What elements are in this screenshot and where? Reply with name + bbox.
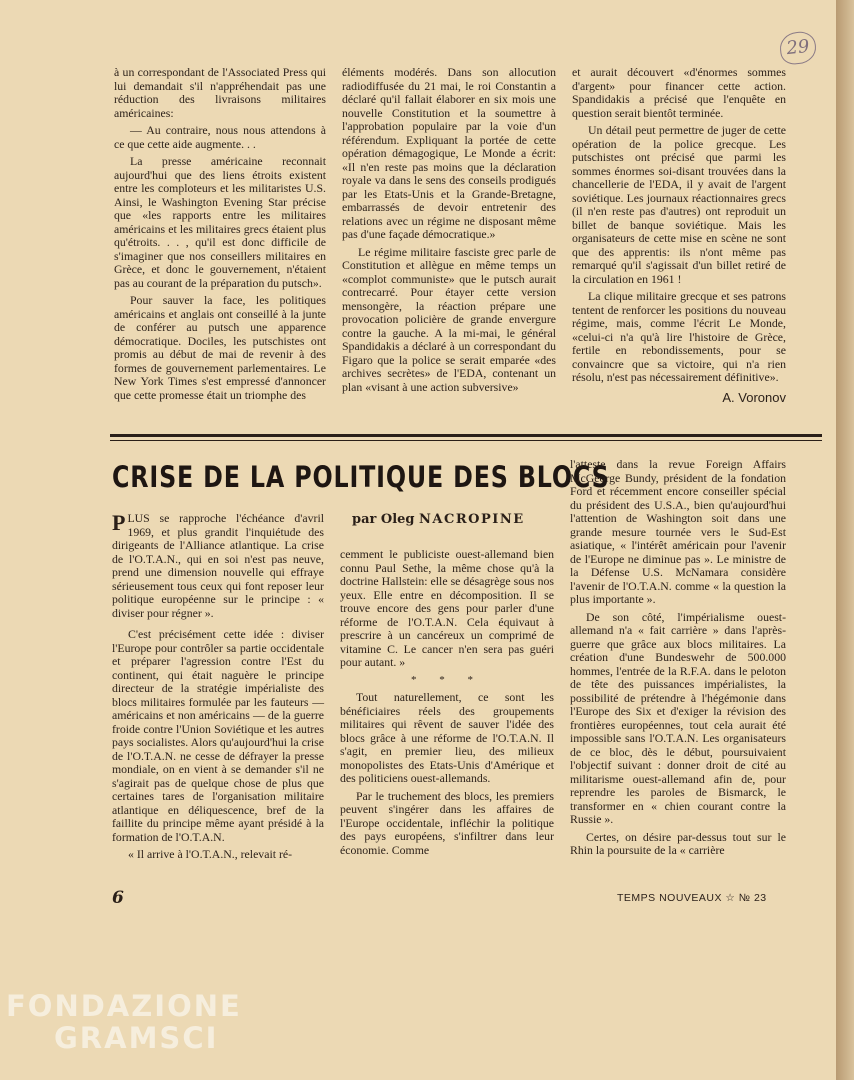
paragraph: Pour sauver la face, les politiques américains et anglais ont conseillé à la junte de conférer au putsch une apparence démocratique. Dociles, les putschistes ont promis au début de mai de revenir à des formes de gouvernement parlementaires. Le New York Times s'est empressé d'annoncer que cette promesse était un triomphe des: [114, 293, 326, 402]
watermark: [6, 990, 242, 1054]
paragraph: éléments modérés. Dans son allocution radiodiffusée du 21 mai, le roi Constantin a déclaré qu'il fallait élaborer en six mois une nouvelle Constitution et la soumettre à l'approbation populaire par la voie d'un référendum. Expliquant la portée de cette opération démagogique, Le Monde a écrit: «Il n'en reste pas moins que la déclaration royale va dans le sens des conseils prodigués par les Etats-Unis et la Grande-Bretagne, embarrassés de devoir entretenir des relations avec un régime ne disposant même pas d'une façade démocratique.»: [342, 65, 556, 241]
paragraph: Par le truchement des blocs, les premiers peuvent s'ingérer dans les affaires de l'Europe occidentale, infléchir la politique des pays européens, s'infiltrer dans leur économie. Comme: [340, 788, 554, 857]
paragraph: l'atteste dans la revue Foreign Affairs McGeorge Bundy, président de la fondation Ford et récemment encore conseiller spécial du président des U.S.A., bien qu'aujourd'hui l'attention de Washington soit dans une grande mesure tournée vers le Sud-Est asiatique, « l'intérêt américain pour l'avenir de l'Europe ne diminue pas ». Le ministre de la Défense U.S. McNamara considère l'avenir de l'O.T.A.N. comme « la question la plus importante ».: [570, 457, 786, 606]
footer-page-number: 6: [112, 888, 124, 908]
paragraph: Certes, on désire par-dessus tout sur le Rhin la poursuite de la « carrière: [570, 829, 786, 857]
handwritten-page-number: 29: [778, 30, 817, 66]
byline-author: NACROPINE: [419, 512, 525, 527]
drop-cap: P: [112, 510, 126, 535]
paragraph: La presse américaine reconnait aujourd'hui que des liens étroits existent entre les comploteurs et les militaristes U.S. Ainsi, le Washington Evening Star précise que «les rapports entre les militaires américains et les militaires grecs étaient plus qu'étroits. . . , qu'il est donc difficile de s'imaginer que nos conseillers militaires en Grèce, et donc le gouvernement, n'étaient pas au courant de la préparation du putsch».: [114, 154, 326, 290]
section-divider: [110, 434, 822, 437]
top-column-2: [342, 66, 556, 398]
paragraph: La clique militaire grecque et ses patrons tentent de renforcer les positions du nouveau régime, mais, comme l'écrit Le Monde, «celui-ci n'a qu'à lire l'histoire de Grèce, fertile en rebondissements, pour se convaincre que sa victoire, qui n'a rien résolu, n'est pas nécessairement définitive».: [572, 289, 786, 384]
article-column-2: [340, 548, 554, 861]
article-byline: [352, 512, 572, 527]
paragraph: Tout naturellement, ce sont les bénéficiaires réels des groupements militaires qui rêvent de sauver l'idée des blocs grâce à une réforme de l'O.T.A.N. Il s'agit, en premier lieu, des milieux monopolistes des Etats-Unis d'Amérique et des politiciens ouest-allemands.: [340, 690, 554, 785]
paragraph: — Au contraire, nous nous attendons à ce que cette aide augmente. . .: [114, 123, 326, 151]
paragraph: « Il arrive à l'O.T.A.N., relevait ré-: [128, 847, 293, 861]
paragraph: C'est précisément cette idée : diviser l'Europe pour contrôler sa partie occidentale et préparer l'agression contre l'Est du continent, qui était naguère le principe directeur de la stratégie impérialiste des blocs militaires formulée par les fauteurs — américains et non américains — de la guerre froide contre l'Union Soviétique et les autres pays socialistes. Alors qu'aujourd'hui la crise de l'O.T.A.N. ne cesse de défrayer la presse mondiale, on en vient à se demander s'il ne s'agirait pas de quelque chose de plus que certaines tares de l'organisation militaire atlantique en déliquescence, bref de la faillite du principe même ayant présidé à la formation de l'O.T.A.N.: [112, 627, 324, 844]
paragraph: cemment le publiciste ouest-allemand bien connu Paul Sethe, la même chose qu'à la doctrine Hallstein: elle se désagrège sous nos yeux. Elle entre en décomposition. Il se trouve encore des gens pour parler d'une réforme de l'O.T.A.N. Cela équivaut à prescrire à un cancéreux un comprimé de vitamine C. Le cancer n'en sera pas guéri pour autant. »: [340, 547, 554, 669]
paragraph: Un détail peut permettre de juger de cette opération de la police grecque. Les putschistes ont précisé que parmi les sommes énormes soi-disant trouvées dans la chancellerie de l'EDA, il y avait de l'argent soviétique. Les journaux réactionnaires grecs (il n'en reste pas d'autres) ont reproduit un billet de banque soviétique. Mais les organisateurs de cette mise en scène ne sont que des apprentis: ils n'ont même pas remarqué qu'il s'agissait d'un billet retiré de la circulation en 1961 !: [572, 123, 786, 286]
footer-magazine-name: TEMPS NOUVEAUX ☆ № 23: [617, 892, 767, 904]
article-column-3: [570, 458, 786, 862]
article-column-1: [112, 512, 324, 866]
watermark-line: GRAMSCI: [54, 1021, 219, 1055]
author-signature: A. Voronov: [722, 389, 786, 405]
paragraph: et aurait découvert «d'énormes sommes d'argent» pour financer cette action. Spandidakis a précisé que l'enquête en question serait bientôt terminée.: [572, 65, 786, 120]
paragraph: à un correspondant de l'Associated Press qui lui demandait s'il n'appréhendait pas une réduction des livraisons militaires américaines:: [114, 65, 326, 120]
article-headline: CRISE DE LA POLITIQUE DES BLOCS: [112, 460, 610, 494]
section-separator: * * *: [411, 673, 483, 686]
section-divider-thin: [110, 440, 822, 441]
lead-paragraph: [112, 512, 324, 620]
watermark-line: FONDAZIONE: [6, 989, 242, 1023]
byline-prefix: par Oleg: [352, 512, 415, 527]
page-edge: [836, 0, 854, 1080]
paragraph: De son côté, l'impérialisme ouest-allemand n'a « fait carrière » dans l'après-guerre que grâce aux blocs militaires. La création d'une Bundeswehr de 500.000 hommes, l'entrée de la R.F.A. dans le peloton de tête des puissances impérialistes, la possibilité de prétendre à l'hégémonie dans l'Europe des Six et d'exiger la révision des frontières européennes, tout cela aurait été impossible sans l'O.T.A.N. Les organisateurs de ce bloc, dès le début, poursuivaient l'objectif suivant : donner droit de cité au militarisme ouest-allemand afin de, pour reprendre les paroles de Bismarck, le transformer en « chien courant contre la Russie ».: [570, 609, 786, 826]
top-column-1: [114, 66, 326, 406]
paragraph: Le régime militaire fasciste grec parle de Constitution et allègue en même temps un «complot communiste» que le putsch aurait contrecarré. Pour étayer cette version mensongère, la réaction prépare une provocation policière de grande envergure contre la gauche. A la mi-mai, le général Spandidakis a déclaré à un correspondant du Figaro que la police se serait emparée «des archives secrètes» de l'EDA, contenant un plan «visant à une action subversive»: [342, 244, 556, 394]
top-column-3: [572, 66, 786, 408]
lead-text: LUS se rapproche l'échéance d'avril 1969, et plus grandit l'inquiétude des dirigeants de l'Alliance atlantique. La crise de l'O.T.A.N., qui en soi n'est pas neuve, prend une dimension nouvelle qui effraye sérieusement tous ceux qui font reposer leur politique européenne sur le principe : « diviser pour régner ».: [112, 511, 324, 620]
